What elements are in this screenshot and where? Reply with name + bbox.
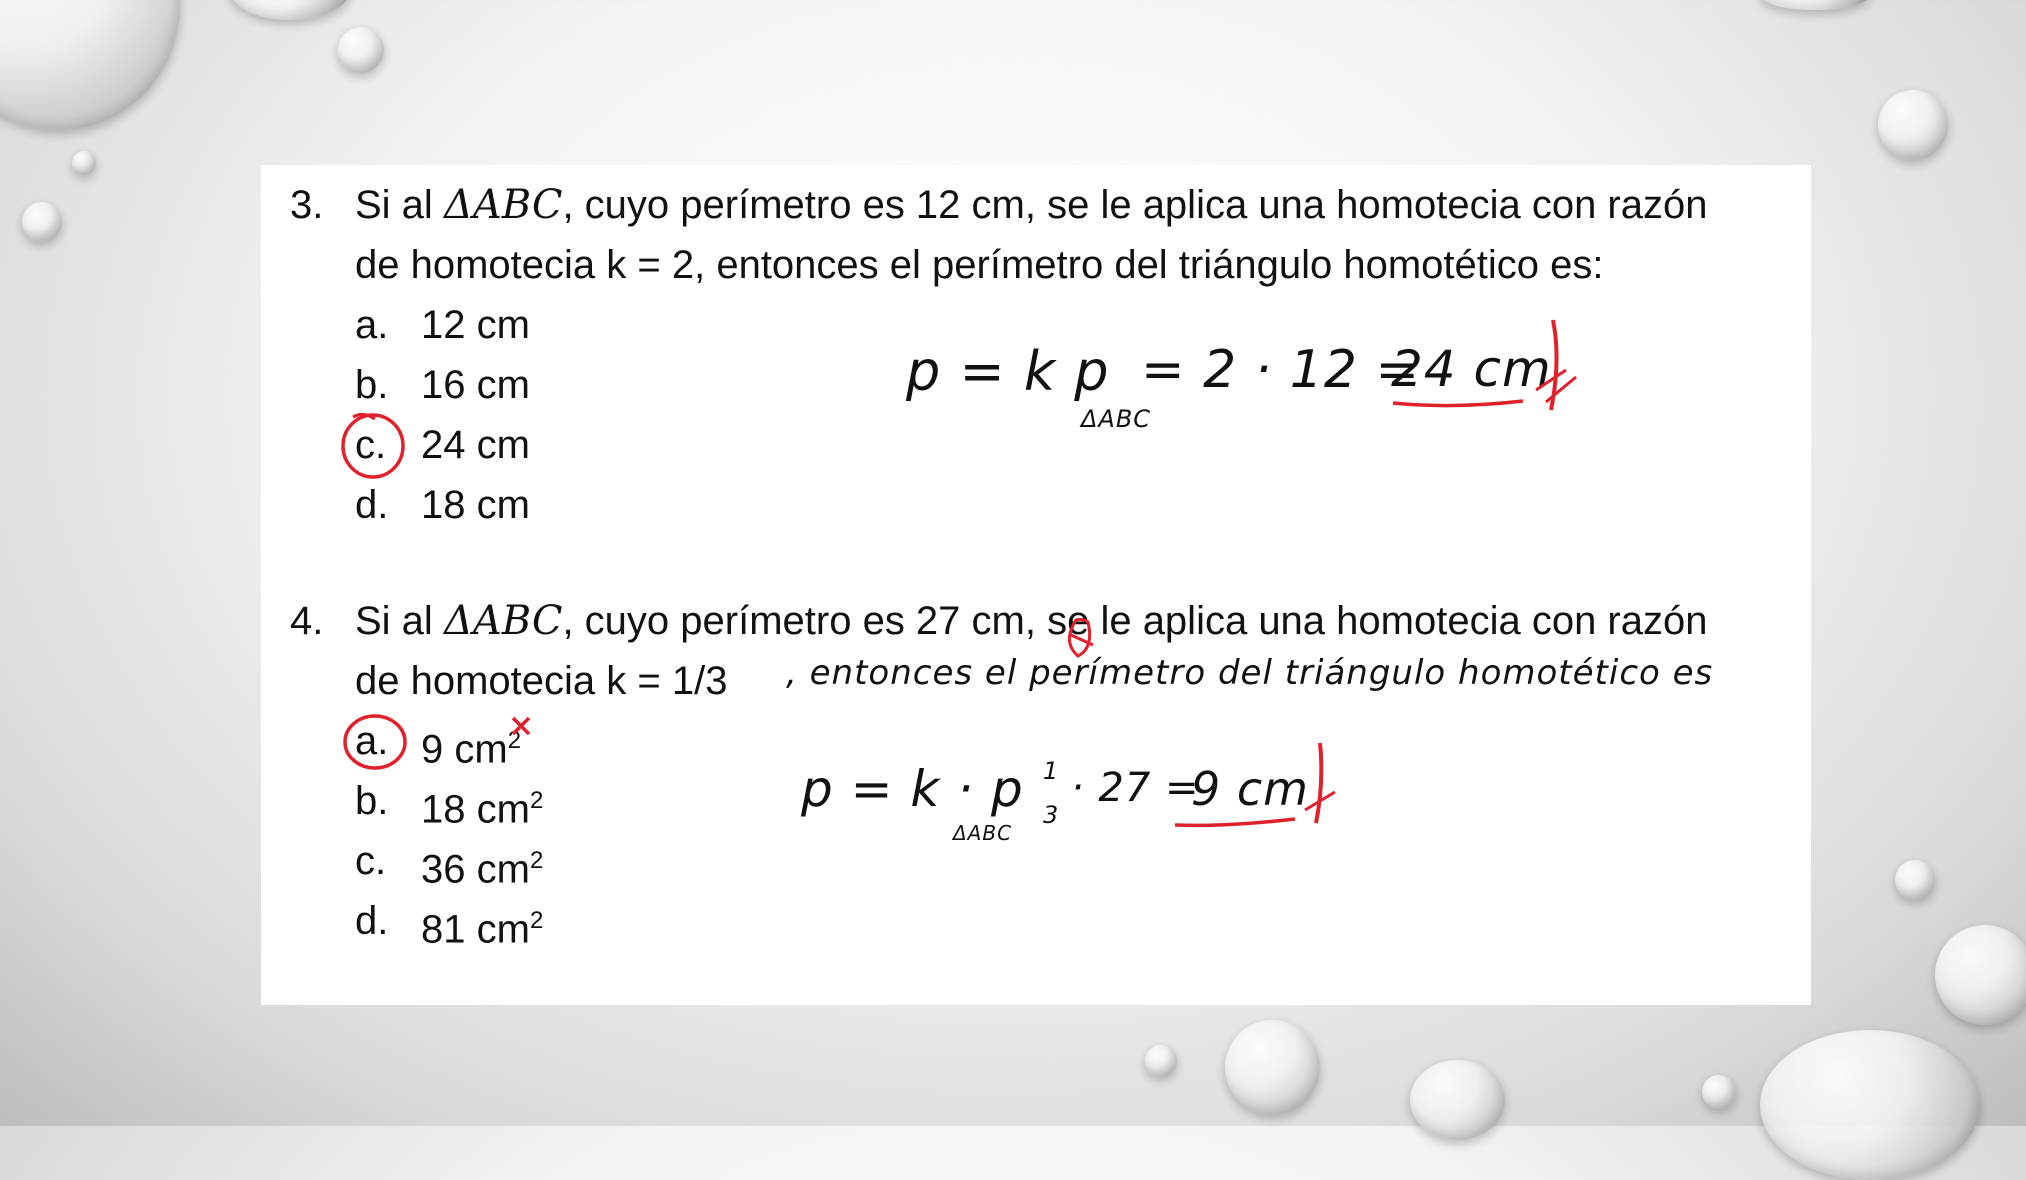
- stem-text: , cuyo perímetro es 27 cm, se le aplica una homotecia con razón: [562, 599, 1708, 643]
- option-text-b[interactable]: 16 cm: [421, 363, 530, 407]
- selection-circle: [345, 716, 405, 768]
- handwritten-answer: 9 cm: [1191, 762, 1309, 816]
- bubble-decoration: [72, 151, 96, 175]
- bubble-decoration: [338, 27, 384, 73]
- answer-underline: [1393, 401, 1523, 406]
- superscript: 2: [529, 907, 544, 934]
- handwritten-answer: 24 cm: [1391, 340, 1552, 398]
- bubble-decoration: [0, 0, 180, 130]
- handwritten-fraction-numerator: 1: [1043, 757, 1060, 785]
- option-text-c[interactable]: 24 cm: [421, 423, 530, 467]
- bubble-decoration: [1760, 0, 1870, 10]
- selection-circle: [343, 415, 403, 477]
- handwritten-subscript: ΔABC: [1081, 405, 1152, 433]
- question-number: 3.: [290, 183, 324, 227]
- option-letter-d[interactable]: d.: [355, 483, 389, 527]
- x-mark: [513, 718, 529, 734]
- question-stem-line-2: de homotecia k = 2, entonces el perímetro del triángulo homotético es:: [355, 243, 1604, 287]
- option-letter-c[interactable]: c.: [355, 839, 387, 883]
- option-letter-a[interactable]: a.: [355, 719, 389, 763]
- superscript: 2: [529, 847, 544, 874]
- bubble-decoration: [230, 0, 350, 20]
- worksheet-card: [261, 165, 1811, 1005]
- bubble-decoration: [1702, 1075, 1736, 1109]
- option-letter-c[interactable]: c.: [355, 423, 387, 467]
- handwritten-formula: p = k p: [906, 340, 1110, 403]
- bubble-decoration: [1895, 860, 1935, 900]
- option-value: 9 cm: [421, 727, 508, 772]
- handwritten-stem-continuation: , entonces el perímetro del triángulo homotético es: [786, 653, 1714, 693]
- option-letter-a[interactable]: a.: [355, 303, 389, 347]
- option-letter-b[interactable]: b.: [355, 779, 389, 823]
- bubble-decoration: [1410, 1060, 1505, 1140]
- handwritten-calculation: = 2 · 12 =: [1141, 340, 1421, 400]
- superscript: 2: [529, 787, 544, 814]
- correction-mark: [1069, 619, 1093, 656]
- handwritten-fraction-denominator: 3: [1043, 801, 1060, 829]
- bubble-decoration: [1760, 1030, 1980, 1180]
- superscript: 2: [507, 727, 522, 754]
- handwritten-subscript: ΔABC: [953, 821, 1013, 845]
- option-text-d[interactable]: 18 cm: [421, 483, 530, 527]
- bubble-decoration: [1878, 90, 1948, 160]
- option-value: 18 cm: [421, 787, 530, 832]
- stem-text: Si al: [355, 599, 444, 643]
- question-stem-line-2: de homotecia k = 1/3: [355, 659, 728, 703]
- option-text-a[interactable]: 12 cm: [421, 303, 530, 347]
- option-letter-b[interactable]: b.: [355, 363, 389, 407]
- bubble-decoration: [22, 202, 62, 242]
- option-value: 81 cm: [421, 907, 530, 952]
- handwritten-calculation: · 27 =: [1071, 765, 1200, 811]
- red-ink-annotations: [261, 165, 1811, 1005]
- handwritten-formula: p = k · p: [801, 760, 1024, 818]
- option-value: 36 cm: [421, 847, 530, 892]
- bubble-decoration: [1225, 1020, 1320, 1115]
- option-letter-d[interactable]: d.: [355, 899, 389, 943]
- stem-text: , cuyo perímetro es 12 cm, se le aplica una homotecia con razón: [562, 183, 1708, 227]
- bubble-decoration: [1145, 1045, 1177, 1077]
- check-mark: [1316, 743, 1321, 823]
- triangle-symbol: ΔABC: [443, 182, 563, 228]
- stem-text: Si al: [355, 183, 444, 227]
- question-number: 4.: [290, 599, 324, 643]
- bubble-decoration: [1935, 925, 2026, 1025]
- triangle-symbol: ΔABC: [443, 598, 563, 644]
- answer-underline: [1175, 819, 1295, 825]
